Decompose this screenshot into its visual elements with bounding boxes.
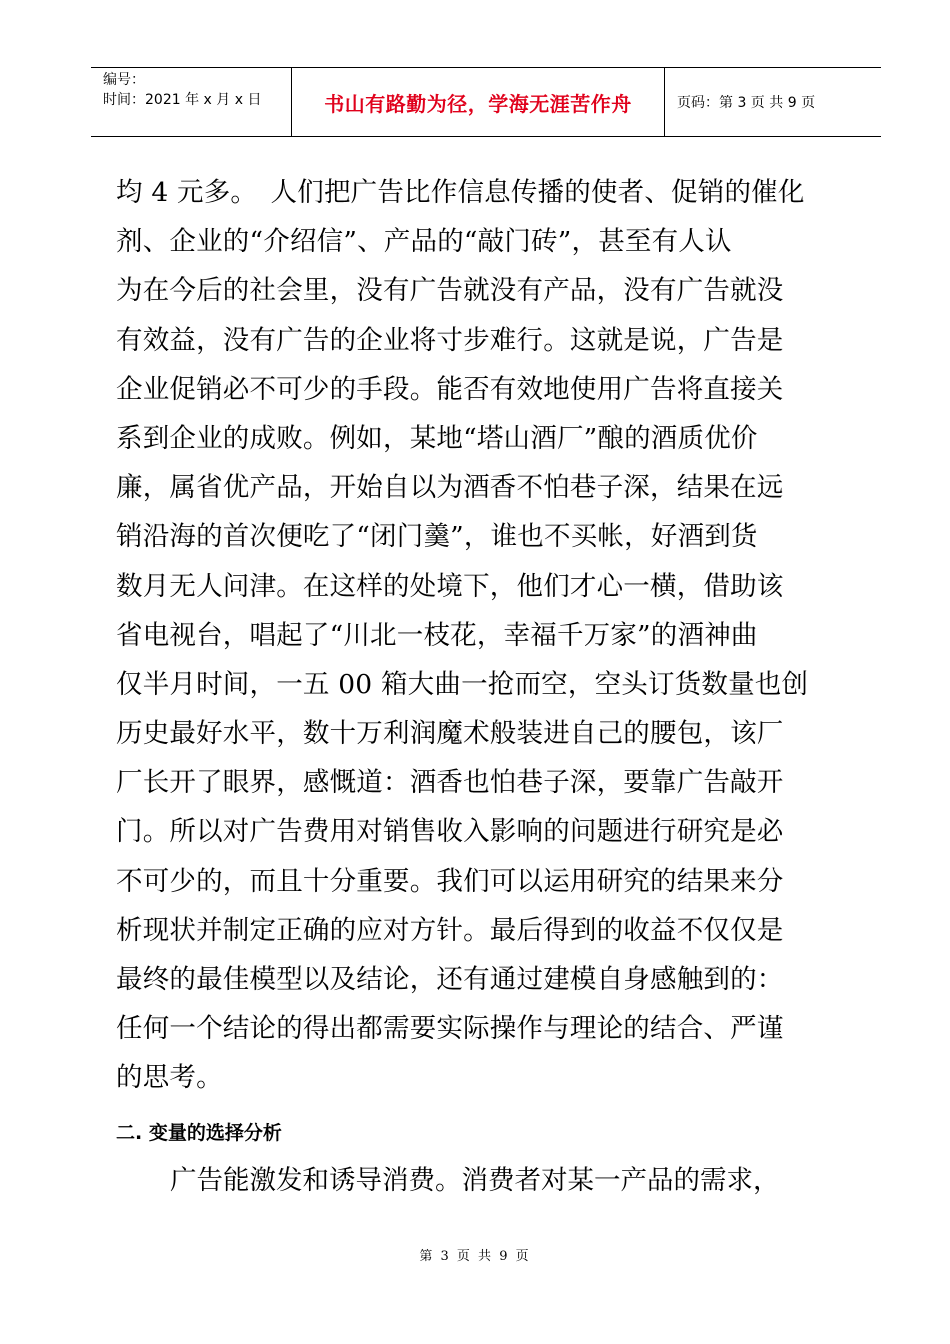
body-line: 剂、企业的“介绍信”、产品的“敲门砖”，甚至有人认 — [116, 226, 732, 258]
body-line: 任何一个结论的得出都需要实际操作与理论的结合、严谨 — [116, 1013, 784, 1045]
body-line: 廉，属省优产品，开始自以为酒香不怕巷子深，结果在远 — [116, 472, 784, 504]
body-line: 省电视台，唱起了“川北一枝花，幸福千万家”的酒神曲 — [116, 619, 758, 651]
section-first-line: 广告能激发和诱导消费。消费者对某一产品的需求， — [170, 1164, 780, 1196]
header-page-cell — [665, 68, 881, 136]
body-line: 均 4 元多。 人们把广告比作信息传播的使者、促销的催化 — [116, 177, 805, 208]
time-label: 时间：2021 年 x 月 x 日 — [103, 92, 262, 108]
header-motto-cell — [292, 68, 665, 136]
motto-text: 书山有路勤为径，学海无涯苦作舟 — [324, 91, 632, 116]
page-header — [91, 67, 881, 137]
body-line: 的思考。 — [116, 1062, 223, 1094]
body-line: 企业促销必不可少的手段。能否有效地使用广告将直接关 — [116, 373, 784, 405]
body-line: 门。所以对广告费用对销售收入影响的问题进行研究是必 — [116, 816, 784, 848]
body-line: 厂长开了眼界，感慨道：酒香也怕巷子深，要靠广告敲开 — [116, 767, 784, 799]
section-heading: 二. 变量的选择分析 — [116, 1121, 282, 1144]
serial-label: 编号： — [103, 72, 145, 88]
page-info: 页码：第 3 页 共 9 页 — [677, 95, 816, 111]
header-meta-cell — [91, 68, 292, 136]
body-line: 析现状并制定正确的应对方针。最后得到的收益不仅仅是 — [116, 914, 784, 946]
page-footer: 第 3 页 共 9 页 — [419, 1249, 531, 1264]
body-line: 不可少的，而且十分重要。我们可以运用研究的结果来分 — [116, 865, 784, 897]
document-body — [116, 168, 861, 1205]
body-line: 最终的最佳模型以及结论，还有通过建模自身感触到的： — [116, 964, 784, 995]
body-line: 历史最好水平，数十万利润魔术般装进自己的腰包，该厂 — [116, 718, 784, 750]
body-line: 仅半月时间，一五 00 箱大曲一抢而空，空头订货数量也创 — [116, 668, 809, 700]
body-line: 有效益，没有广告的企业将寸步难行。这就是说，广告是 — [116, 324, 784, 356]
body-line: 销沿海的首次便吃了“闭门羹”，谁也不买帐，好酒到货 — [116, 521, 758, 553]
body-line: 系到企业的成败。例如，某地“塔山酒厂”酿的酒质优价 — [116, 422, 758, 454]
body-line: 为在今后的社会里，没有广告就没有产品，没有广告就没 — [116, 275, 784, 307]
body-line: 数月无人问津。在这样的处境下，他们才心一横，借助该 — [116, 570, 784, 602]
